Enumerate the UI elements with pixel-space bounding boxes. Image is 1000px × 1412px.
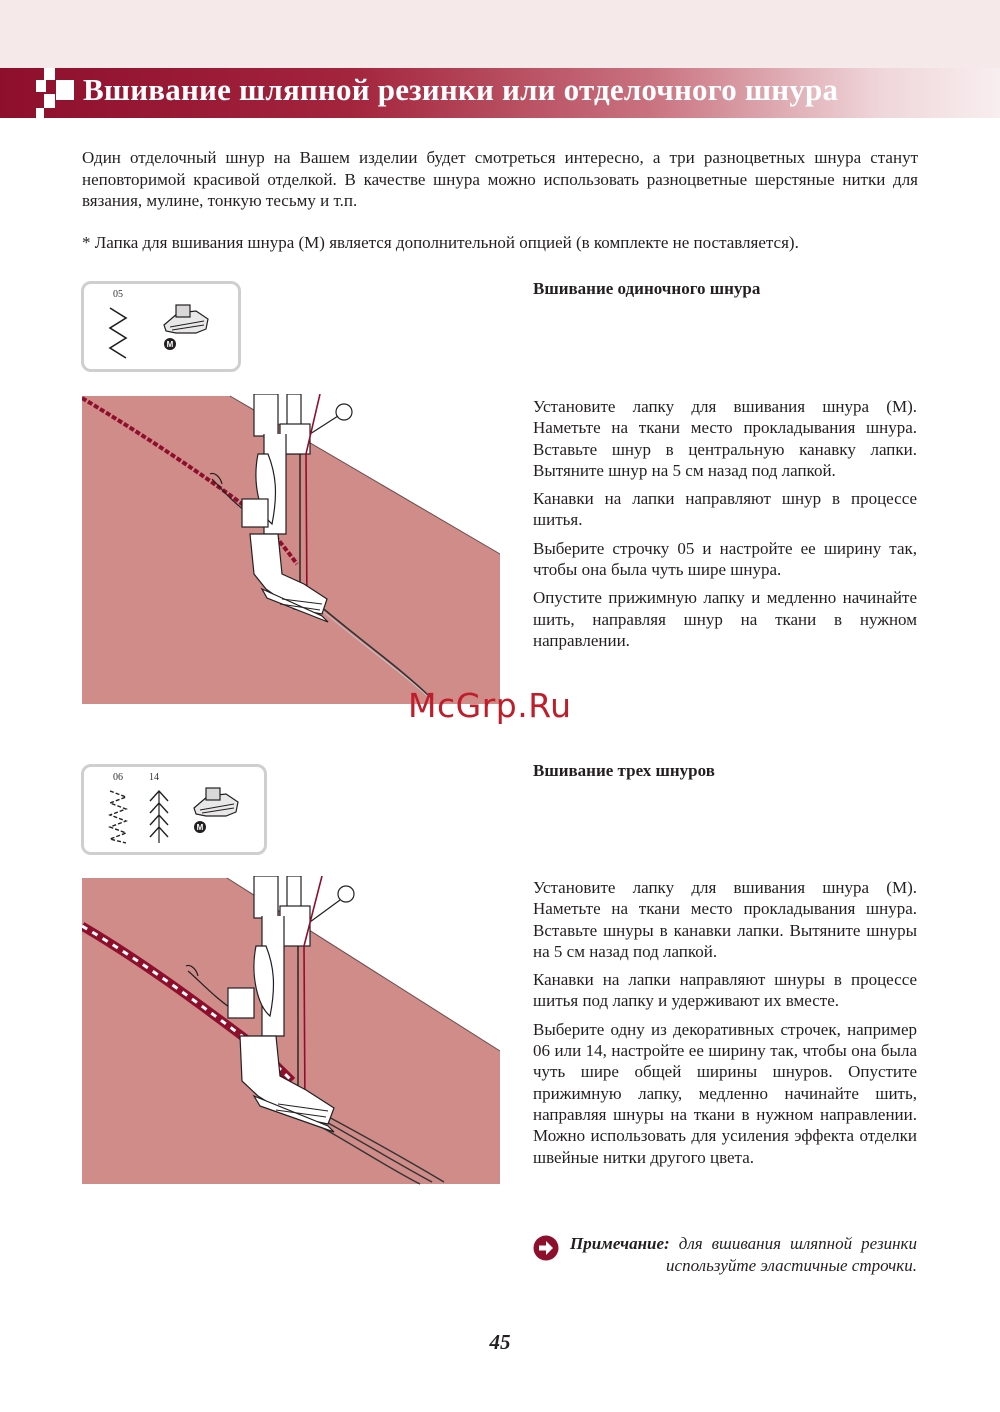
cording-foot-icon: [186, 782, 246, 842]
stitch-number: 05: [113, 289, 123, 300]
cording-foot-icon: [156, 299, 216, 359]
stitch-selection-box-single: [81, 281, 241, 372]
note-label: Примечание:: [570, 1234, 670, 1253]
brand-logo-icon: [32, 68, 76, 118]
triple-zigzag-stitch-icon: [106, 789, 132, 845]
stitch-number: 14: [149, 772, 159, 783]
instruction-paragraph: Канавки на лапки направляют шнур в процессе шитья.: [533, 489, 917, 530]
feather-stitch-icon: [144, 789, 174, 845]
section-heading-triple: Вшивание трех шнуров: [533, 761, 715, 780]
note-block: [533, 1233, 917, 1276]
arrow-right-icon: [533, 1235, 559, 1261]
instruction-paragraph: Опустите прижимную лапку и медленно начинайте шить, направляя шнур на ткани в нужном направлении.: [533, 588, 917, 650]
note-text: [570, 1233, 917, 1276]
instruction-paragraph: Установите лапку для вшивания шнура (М). Наметьте на ткани место прокладывания шнура. Вставьте шнур в центральную канавку лапки. Вытяните шнур на 5 см назад под лапкой.: [533, 397, 917, 480]
header-band: [0, 0, 1000, 68]
section-heading-single: Вшивание одиночного шнура: [533, 279, 761, 298]
instruction-paragraph: Установите лапку для вшивания шнура (М). Наметьте на ткани место прокладывания шнура. Вставьте шнуры в канавки лапки. Вытяните шнуры на 5 см назад под лапкой.: [533, 878, 917, 961]
zigzag-stitch-icon: [106, 306, 132, 362]
note-body: для вшивания шляпной резинки используйте эластичные строчки.: [666, 1234, 917, 1275]
instruction-paragraph: Выберите одну из декоративных строчек, например 06 или 14, настройте ее ширину так, чтобы она была чуть шире общей ширины шнуров. Опустите прижимную лапку, медленно начинайте шить, направляя шнуры на ткани в нужном направлении. Можно использовать для усиления эффекта отделки швейные нитки другого цвета.: [533, 1019, 917, 1167]
intro-paragraph: Один отделочный шнур на Вашем изделии будет смотреться интересно, а три разноцветных шнура станут неповторимой красивой отделкой. В качестве шнура можно использовать разноцветные шерстяные нитки для вязания, мулине, тонкую тесьму и т.п.: [82, 148, 918, 210]
foot-label: M: [166, 340, 174, 349]
single-cord-instructions: [533, 396, 917, 658]
single-cord-illustration: [82, 394, 502, 724]
triple-cord-illustration: [82, 876, 502, 1186]
watermark: McGrp.Ru: [408, 686, 572, 725]
stitch-selection-box-triple: [81, 764, 267, 855]
optional-accessory-note: * Лапка для вшивания шнура (М) является дополнительной опцией (в комплекте не поставляется).: [82, 233, 799, 252]
triple-cord-instructions: [533, 877, 917, 1175]
instruction-paragraph: Канавки на лапки направляют шнуры в процессе шитья под лапку и удерживают их вместе.: [533, 970, 917, 1011]
page-title: Вшивание шляпной резинки или отделочного шнура: [83, 72, 839, 107]
foot-label: M: [196, 823, 204, 832]
instruction-paragraph: Выберите строчку 05 и настройте ее ширину так, чтобы она была чуть шире шнура.: [533, 538, 917, 580]
page-number: 45: [489, 1330, 511, 1354]
stitch-number: 06: [113, 772, 123, 783]
